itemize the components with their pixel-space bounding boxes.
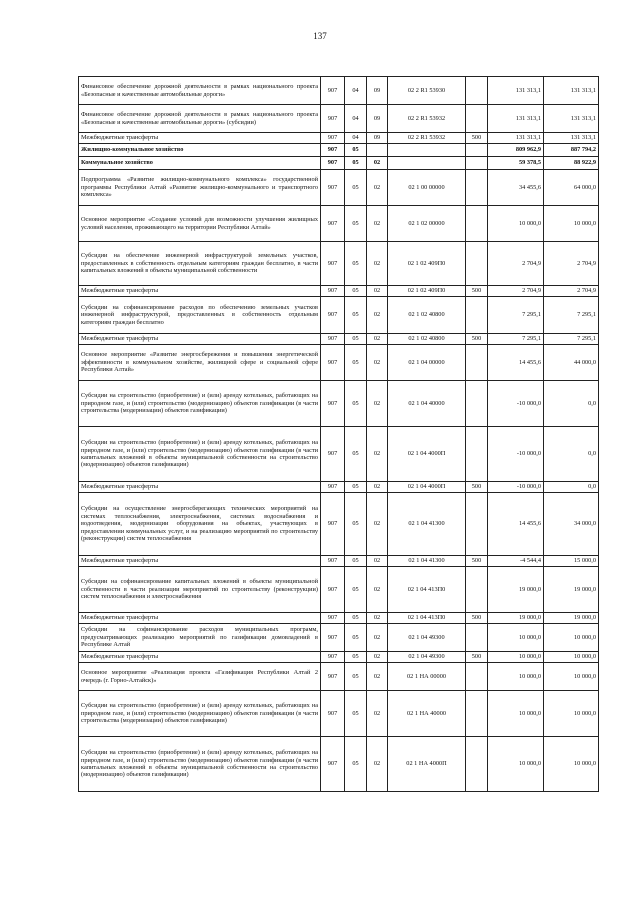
cell-expense-type: 500 [466, 334, 488, 345]
cell-name: Межбюджетные трансферты [79, 286, 321, 297]
cell-section: 05 [345, 652, 367, 663]
table-row [79, 567, 599, 613]
cell-section: 04 [345, 77, 367, 105]
cell-grbs: 907 [321, 206, 345, 242]
cell-subsection: 02 [367, 334, 388, 345]
cell-amount-1: 19 000,0 [488, 613, 544, 624]
cell-target-article: 02 2 R1 53930 [388, 77, 466, 105]
cell-section: 05 [345, 157, 367, 170]
cell-subsection: 02 [367, 567, 388, 613]
cell-grbs: 907 [321, 334, 345, 345]
cell-grbs: 907 [321, 144, 345, 157]
cell-amount-2: 7 295,1 [544, 297, 599, 334]
cell-name: Подпрограмма «Развитие жилищно-коммунального комплекса» государственной программы Республики Алтай «Развитие жилищно-коммунального и транспортного комплекса» [79, 170, 321, 206]
cell-grbs: 907 [321, 613, 345, 624]
cell-name: Межбюджетные трансферты [79, 334, 321, 345]
cell-amount-2: 887 794,2 [544, 144, 599, 157]
cell-subsection: 02 [367, 427, 388, 482]
cell-expense-type [466, 737, 488, 792]
cell-target-article: 02 1 НА 40000 [388, 691, 466, 737]
cell-expense-type [466, 624, 488, 652]
cell-target-article [388, 157, 466, 170]
cell-expense-type [466, 427, 488, 482]
cell-target-article: 02 1 04 41300 [388, 493, 466, 556]
cell-name: Субсидии на обеспечение инженерной инфраструктурой земельных участков, предоставленных в собственность отдельным категориям граждан бесплатно, в части капитальных вложений в объекты муниципальной собственности [79, 242, 321, 286]
cell-subsection: 02 [367, 652, 388, 663]
cell-amount-1: 131 313,1 [488, 77, 544, 105]
table-row [79, 77, 599, 105]
table-row [79, 206, 599, 242]
cell-amount-2: 2 704,9 [544, 242, 599, 286]
cell-target-article: 02 1 02 409П0 [388, 286, 466, 297]
cell-expense-type [466, 297, 488, 334]
table-row [79, 286, 599, 297]
cell-section: 05 [345, 206, 367, 242]
cell-name: Субсидии на строительство (приобретение) и (или) аренду котельных, работающих на природном газе, и (или) строительство (модернизацию) объектов газификации (в части капитальных вложений в объекты муниципальной собственности на строительство (модернизацию) объектов газификации) [79, 737, 321, 792]
cell-name: Межбюджетные трансферты [79, 613, 321, 624]
cell-name: Межбюджетные трансферты [79, 482, 321, 493]
cell-subsection: 02 [367, 556, 388, 567]
cell-section: 05 [345, 144, 367, 157]
cell-amount-1: 2 704,9 [488, 286, 544, 297]
table-row [79, 170, 599, 206]
cell-name: Межбюджетные трансферты [79, 652, 321, 663]
cell-amount-1: 131 313,1 [488, 133, 544, 144]
cell-amount-2: 10 000,0 [544, 691, 599, 737]
cell-grbs: 907 [321, 556, 345, 567]
cell-grbs: 907 [321, 737, 345, 792]
cell-subsection: 02 [367, 157, 388, 170]
cell-subsection: 02 [367, 691, 388, 737]
cell-grbs: 907 [321, 133, 345, 144]
cell-section: 05 [345, 286, 367, 297]
cell-name: Субсидии на софинансирование расходов муниципальных программ, предусматривающих реализацию мероприятий по газификации домовладений в Республике Алтай [79, 624, 321, 652]
cell-subsection: 02 [367, 493, 388, 556]
cell-name: Основное мероприятие «Реализация проекта «Газификация Республики Алтай 2 очередь (г. Горно-Алтайск)» [79, 663, 321, 691]
cell-amount-2: 0,0 [544, 427, 599, 482]
cell-expense-type: 500 [466, 613, 488, 624]
table-row [79, 157, 599, 170]
cell-subsection [367, 144, 388, 157]
cell-amount-2: 131 313,1 [544, 77, 599, 105]
cell-amount-1: 19 000,0 [488, 567, 544, 613]
cell-target-article: 02 1 02 409П0 [388, 242, 466, 286]
cell-amount-1: 7 295,1 [488, 334, 544, 345]
table-row [79, 297, 599, 334]
cell-amount-2: 88 922,9 [544, 157, 599, 170]
cell-grbs: 907 [321, 427, 345, 482]
cell-target-article: 02 1 04 00000 [388, 345, 466, 381]
cell-expense-type [466, 493, 488, 556]
cell-expense-type [466, 567, 488, 613]
cell-grbs: 907 [321, 381, 345, 427]
cell-amount-1: 10 000,0 [488, 206, 544, 242]
cell-grbs: 907 [321, 345, 345, 381]
cell-name: Межбюджетные трансферты [79, 556, 321, 567]
cell-subsection: 02 [367, 286, 388, 297]
cell-target-article: 02 1 04 4000П [388, 482, 466, 493]
cell-grbs: 907 [321, 242, 345, 286]
cell-expense-type [466, 144, 488, 157]
cell-target-article: 02 1 04 49300 [388, 652, 466, 663]
cell-expense-type [466, 105, 488, 133]
cell-name: Субсидии на строительство (приобретение) и (или) аренду котельных, работающих на природном газе, и (или) строительство (модернизацию) объектов газификации (в части капитальных вложений в объекты муниципальной собственности на строительство (модернизацию) объектов газификации) [79, 427, 321, 482]
table-row [79, 624, 599, 652]
cell-expense-type [466, 206, 488, 242]
cell-expense-type [466, 381, 488, 427]
cell-amount-2: 64 000,0 [544, 170, 599, 206]
cell-expense-type [466, 691, 488, 737]
cell-amount-2: 7 295,1 [544, 334, 599, 345]
cell-amount-1: 14 455,6 [488, 345, 544, 381]
cell-expense-type: 500 [466, 556, 488, 567]
cell-target-article [388, 144, 466, 157]
cell-section: 05 [345, 170, 367, 206]
cell-grbs: 907 [321, 157, 345, 170]
cell-amount-2: 44 000,0 [544, 345, 599, 381]
table-row [79, 652, 599, 663]
table-row [79, 493, 599, 556]
cell-amount-2: 0,0 [544, 482, 599, 493]
cell-grbs: 907 [321, 691, 345, 737]
cell-target-article: 02 1 02 40800 [388, 334, 466, 345]
cell-name: Субсидии на осуществление энергосберегающих технических мероприятий на системах теплоснабжения, электроснабжения, системах водоснабжения и водоотведения, модернизации оборудования на объектах, участвующих в предоставлении коммунальных услуг, и на реализацию мероприятий по строительству (реконструкции) систем теплоснабжения [79, 493, 321, 556]
cell-amount-2: 10 000,0 [544, 624, 599, 652]
cell-amount-1: 59 378,5 [488, 157, 544, 170]
cell-subsection: 02 [367, 613, 388, 624]
cell-grbs: 907 [321, 493, 345, 556]
cell-amount-1: -10 000,0 [488, 381, 544, 427]
cell-target-article: 02 1 02 00000 [388, 206, 466, 242]
table-row [79, 482, 599, 493]
cell-expense-type: 500 [466, 286, 488, 297]
cell-target-article: 02 1 04 49300 [388, 624, 466, 652]
cell-amount-2: 10 000,0 [544, 663, 599, 691]
cell-target-article: 02 1 04 413П0 [388, 613, 466, 624]
cell-grbs: 907 [321, 77, 345, 105]
cell-section: 05 [345, 737, 367, 792]
cell-section: 05 [345, 556, 367, 567]
cell-name: Основное мероприятие «Создание условий для возможности улучшения жилищных условий населения, проживающего на территории Республики Алтай» [79, 206, 321, 242]
cell-amount-2: 10 000,0 [544, 652, 599, 663]
cell-target-article: 02 1 НА 00000 [388, 663, 466, 691]
table-row [79, 381, 599, 427]
cell-amount-2: 131 313,1 [544, 105, 599, 133]
cell-amount-2: 10 000,0 [544, 737, 599, 792]
cell-amount-1: -4 544,4 [488, 556, 544, 567]
cell-grbs: 907 [321, 663, 345, 691]
cell-amount-2: 0,0 [544, 381, 599, 427]
cell-grbs: 907 [321, 297, 345, 334]
cell-expense-type [466, 242, 488, 286]
cell-amount-1: -10 000,0 [488, 427, 544, 482]
cell-target-article: 02 2 R1 53932 [388, 133, 466, 144]
cell-name: Субсидии на строительство (приобретение) и (или) аренду котельных, работающих на природном газе, и (или) строительство (модернизацию) объектов газификации (в части строительства (модернизации) объектов газификации) [79, 381, 321, 427]
cell-section: 05 [345, 567, 367, 613]
cell-section: 05 [345, 691, 367, 737]
cell-subsection: 02 [367, 737, 388, 792]
cell-subsection: 02 [367, 482, 388, 493]
cell-subsection: 02 [367, 242, 388, 286]
cell-subsection: 02 [367, 624, 388, 652]
cell-section: 05 [345, 345, 367, 381]
cell-amount-1: 10 000,0 [488, 663, 544, 691]
cell-grbs: 907 [321, 286, 345, 297]
cell-expense-type [466, 77, 488, 105]
cell-amount-2: 10 000,0 [544, 206, 599, 242]
cell-subsection: 02 [367, 206, 388, 242]
cell-amount-2: 15 000,0 [544, 556, 599, 567]
cell-subsection: 02 [367, 345, 388, 381]
cell-target-article: 02 1 00 00000 [388, 170, 466, 206]
cell-subsection: 02 [367, 381, 388, 427]
cell-subsection: 09 [367, 105, 388, 133]
cell-name: Основное мероприятие «Развитие энергосбережения и повышения энергетической эффективности в коммунальном хозяйстве, жилищной сфере и социальной сфере Республики Алтай» [79, 345, 321, 381]
cell-amount-1: 10 000,0 [488, 737, 544, 792]
cell-section: 05 [345, 482, 367, 493]
cell-subsection: 02 [367, 170, 388, 206]
cell-name: Межбюджетные трансферты [79, 133, 321, 144]
cell-amount-1: 10 000,0 [488, 691, 544, 737]
cell-section: 05 [345, 613, 367, 624]
cell-amount-1: 34 455,6 [488, 170, 544, 206]
table-row [79, 242, 599, 286]
table-body [79, 77, 599, 792]
cell-target-article: 02 1 04 41300 [388, 556, 466, 567]
cell-target-article: 02 1 02 40800 [388, 297, 466, 334]
cell-expense-type: 500 [466, 482, 488, 493]
cell-subsection: 09 [367, 77, 388, 105]
cell-name: Жилищно-коммунальное хозяйство [79, 144, 321, 157]
cell-section: 04 [345, 133, 367, 144]
cell-grbs: 907 [321, 567, 345, 613]
cell-subsection: 02 [367, 297, 388, 334]
table-row [79, 691, 599, 737]
cell-expense-type: 500 [466, 652, 488, 663]
cell-amount-1: 14 455,6 [488, 493, 544, 556]
cell-amount-2: 2 704,9 [544, 286, 599, 297]
cell-name: Коммунальное хозяйство [79, 157, 321, 170]
cell-section: 05 [345, 624, 367, 652]
cell-expense-type: 500 [466, 133, 488, 144]
table-row [79, 556, 599, 567]
cell-section: 05 [345, 663, 367, 691]
cell-target-article: 02 1 04 40000 [388, 381, 466, 427]
table-row [79, 334, 599, 345]
table-row [79, 427, 599, 482]
cell-grbs: 907 [321, 652, 345, 663]
cell-grbs: 907 [321, 482, 345, 493]
budget-table [78, 76, 599, 792]
cell-amount-2: 19 000,0 [544, 567, 599, 613]
cell-amount-1: -10 000,0 [488, 482, 544, 493]
table-row [79, 345, 599, 381]
cell-amount-1: 809 962,9 [488, 144, 544, 157]
cell-amount-2: 19 000,0 [544, 613, 599, 624]
cell-amount-1: 10 000,0 [488, 652, 544, 663]
table-row [79, 105, 599, 133]
cell-target-article: 02 1 04 4000П [388, 427, 466, 482]
page-number: 137 [313, 31, 327, 41]
cell-section: 05 [345, 427, 367, 482]
cell-name: Финансовое обеспечение дорожной деятельности в рамках национального проекта «Безопасные и качественные автомобильные дороги» [79, 77, 321, 105]
cell-grbs: 907 [321, 170, 345, 206]
cell-subsection: 02 [367, 663, 388, 691]
cell-amount-1: 10 000,0 [488, 624, 544, 652]
table-row [79, 144, 599, 157]
cell-expense-type [466, 170, 488, 206]
cell-expense-type [466, 345, 488, 381]
cell-target-article: 02 1 04 413П0 [388, 567, 466, 613]
cell-section: 05 [345, 297, 367, 334]
cell-grbs: 907 [321, 105, 345, 133]
cell-amount-2: 34 000,0 [544, 493, 599, 556]
cell-subsection: 09 [367, 133, 388, 144]
table-row [79, 613, 599, 624]
cell-expense-type [466, 663, 488, 691]
cell-target-article: 02 1 НА 4000П [388, 737, 466, 792]
cell-name: Субсидии на софинансирование капитальных вложений в объекты муниципальной собственности в части реализации мероприятий по строительству (реконструкции) систем теплоснабжения и электроснабжения [79, 567, 321, 613]
table-row [79, 737, 599, 792]
cell-amount-1: 7 295,1 [488, 297, 544, 334]
cell-grbs: 907 [321, 624, 345, 652]
cell-section: 05 [345, 381, 367, 427]
cell-amount-1: 2 704,9 [488, 242, 544, 286]
cell-amount-1: 131 313,1 [488, 105, 544, 133]
cell-name: Субсидии на строительство (приобретение) и (или) аренду котельных, работающих на природном газе, и (или) строительство (модернизацию) объектов газификации (в части строительства (модернизации) объектов газификации) [79, 691, 321, 737]
cell-section: 04 [345, 105, 367, 133]
cell-amount-2: 131 313,1 [544, 133, 599, 144]
cell-name: Финансовое обеспечение дорожной деятельности в рамках национального проекта «Безопасные и качественные автомобильные дороги» (субсидии) [79, 105, 321, 133]
cell-target-article: 02 2 R1 53932 [388, 105, 466, 133]
table-row [79, 133, 599, 144]
table-row [79, 663, 599, 691]
cell-expense-type [466, 157, 488, 170]
cell-section: 05 [345, 334, 367, 345]
cell-section: 05 [345, 493, 367, 556]
cell-name: Субсидии на софинансирование расходов по обеспечению земельных участков инженерной инфраструктурой, предоставленных в собственность отдельным категориям граждан бесплатно [79, 297, 321, 334]
cell-section: 05 [345, 242, 367, 286]
